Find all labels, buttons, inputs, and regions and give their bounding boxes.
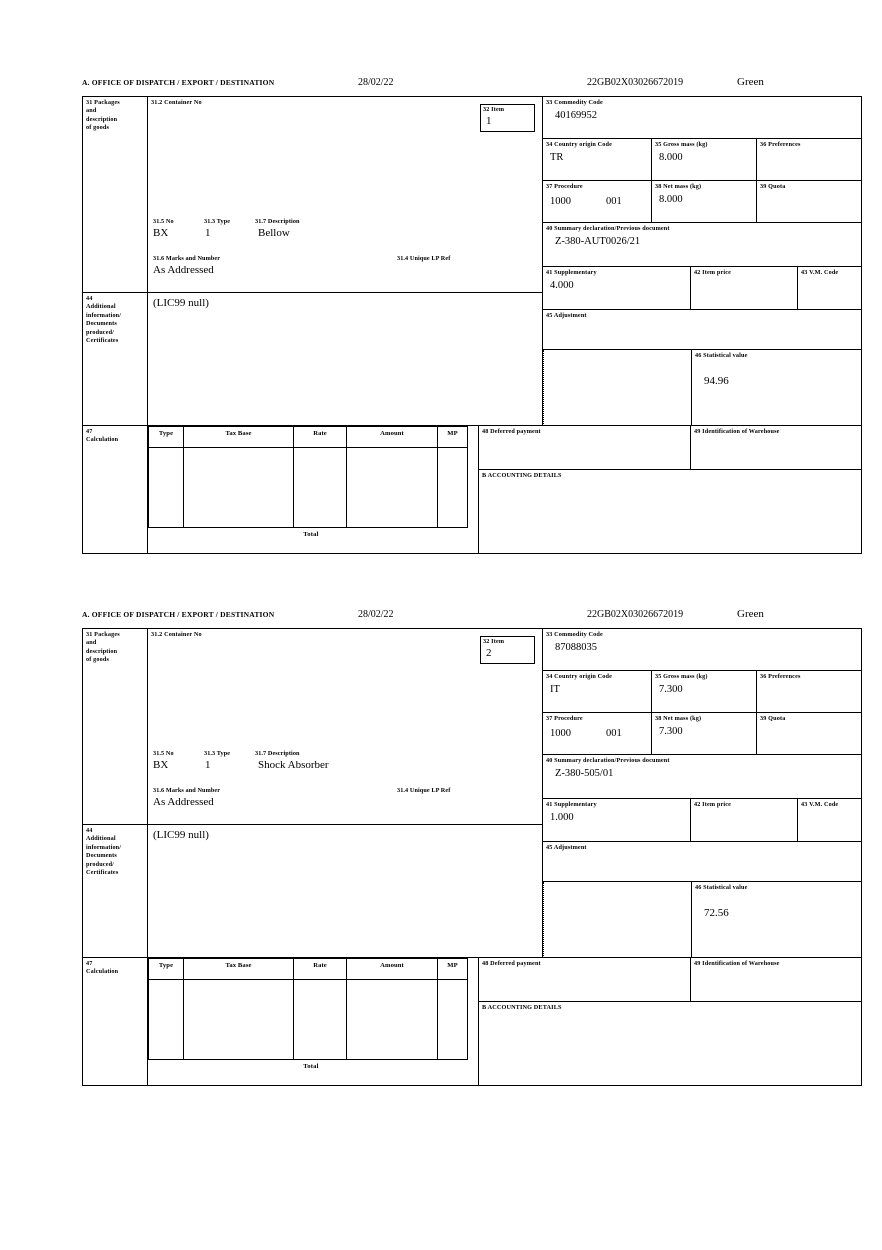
box-43-label: 43 V.M. Code [801, 269, 839, 276]
box-44-label-line-5-2: produced/ [86, 860, 115, 868]
box-47-col-type-header-2 [148, 958, 184, 980]
box-37-value-1: 1000 [550, 196, 571, 208]
box-47-cell-amount [347, 448, 438, 528]
header-copy-colour-2: Green [737, 608, 764, 620]
box-31-5-no-label-2: 31.5 No [153, 750, 174, 757]
box-44-label-line-4-2: Documents [86, 852, 117, 860]
box-35-value-2: 7.300 [659, 684, 683, 696]
box-43-label-2: 43 V.M. Code [801, 801, 839, 808]
box-45-adjustment-2 [543, 842, 861, 882]
box-37-procedure-2 [543, 713, 652, 755]
box-38-net-mass [652, 181, 757, 223]
box-44-value: (LIC99 null) [153, 297, 209, 309]
box-38-net-mass-2 [652, 713, 757, 755]
box-37-procedure [543, 181, 652, 223]
box-32-item-2 [480, 636, 535, 664]
box-38-value: 8.000 [659, 194, 683, 206]
box-47-label-line-1-2: 47 [86, 960, 93, 967]
box-47-cell-mp-2 [438, 980, 468, 1060]
box-47-col-mp-label-2: MP [447, 962, 458, 969]
box-32-item [480, 104, 535, 132]
form-header [82, 78, 862, 96]
box-31-label-line-3-2: description [86, 647, 118, 655]
box-47-total-row [184, 528, 438, 544]
box-35-gross-mass [652, 139, 757, 181]
box-47-col-taxbase-header-2 [184, 958, 294, 980]
box-b-label-2: B ACCOUNTING DETAILS [482, 1004, 562, 1011]
box-47-cell-rate [294, 448, 347, 528]
box-44-label-line-2: Additional [86, 303, 116, 311]
box-47-label-cell-2 [83, 958, 148, 1086]
box-31-4-unique-lp-ref-label: 31.4 Unique LP Ref [397, 255, 451, 262]
box-44-value-2: (LIC99 null) [153, 829, 209, 841]
box-35-label-2: 35 Gross mass (kg) [655, 673, 708, 680]
box-47-cell-type-2 [148, 980, 184, 1060]
box-48-deferred-payment [478, 426, 691, 470]
box-47-col-rate-header [294, 426, 347, 448]
box-31-label-line-3: description [86, 115, 118, 123]
box-34-value: TR [550, 152, 564, 164]
box-49-label: 49 Identification of Warehouse [694, 428, 780, 435]
box-37-value-2: 001 [606, 196, 622, 208]
box-47-col-rate-label: Rate [313, 430, 327, 437]
box-47-cell-amount-2 [347, 980, 438, 1060]
box-33-value-2: 87088035 [555, 642, 597, 654]
box-31-6-marks-value-2: As Addressed [153, 796, 214, 808]
box-47-col-mp-label: MP [447, 430, 458, 437]
box-48-deferred-payment-2 [478, 958, 691, 1002]
box-47-label-line-2-2: Calculation [86, 968, 119, 976]
box-48-label-2: 48 Deferred payment [482, 960, 541, 967]
box-35-gross-mass-2 [652, 671, 757, 713]
box-41-label-2: 41 Supplementary [546, 801, 597, 808]
form-grid-2 [82, 628, 862, 1086]
box-42-label-2: 42 Item price [694, 801, 731, 808]
box-31-5-no-label: 31.5 No [153, 218, 174, 225]
box-31-label-line-1: 31 Packages [86, 99, 120, 106]
box-49-identification-of-warehouse-2 [691, 958, 861, 1002]
box-47-col-taxbase-label-2: Tax Base [225, 962, 252, 969]
header-date: 28/02/22 [358, 77, 394, 88]
box-46-label-2: 46 Statistical value [695, 884, 748, 891]
box-b-label: B ACCOUNTING DETAILS [482, 472, 562, 479]
box-41-value: 4.000 [550, 280, 574, 292]
box-47-col-amount-label: Amount [380, 430, 404, 437]
office-of-dispatch-label: A. OFFICE OF DISPATCH / EXPORT / DESTINATION [82, 78, 275, 87]
box-31-7-description-value: Bellow [258, 227, 290, 239]
box-b-accounting-details [478, 470, 861, 554]
box-40-label-2: 40 Summary declaration/Previous document [546, 757, 670, 764]
box-31-3-type-value-2: 1 [205, 759, 211, 771]
box-47-col-type-label-2: Type [158, 962, 174, 969]
box-45-label: 45 Adjustment [546, 312, 587, 319]
box-44-content [148, 293, 543, 426]
box-47-cell-taxbase-2 [184, 980, 294, 1060]
box-31-3-type-value: 1 [205, 227, 211, 239]
box-46-label: 46 Statistical value [695, 352, 748, 359]
box-46-value: 94.96 [704, 375, 729, 388]
box-31-label-line-1-2: 31 Packages [86, 631, 120, 638]
box-47-cell-rate-2 [294, 980, 347, 1060]
box-44-label-line-2-2: Additional [86, 835, 116, 843]
box-31-label-line-2-2: and [86, 639, 97, 647]
box-47-col-amount-header [347, 426, 438, 448]
box-47-col-mp-header-2 [438, 958, 468, 980]
box-33-commodity-code [543, 97, 861, 139]
header-date-2: 28/02/22 [358, 609, 394, 620]
box-31-label-cell-2 [83, 629, 148, 825]
box-31-label-line-2: and [86, 107, 97, 115]
box-34-country-origin-code-2 [543, 671, 652, 713]
box-40-summary-declaration [543, 223, 861, 267]
box-46-statistical-value-2 [691, 882, 861, 958]
box-47-cell-taxbase [184, 448, 294, 528]
box-39-quota-2 [757, 713, 861, 755]
box-47-total-row-2 [184, 1060, 438, 1076]
box-49-label-2: 49 Identification of Warehouse [694, 960, 780, 967]
box-38-value-2: 7.300 [659, 726, 683, 738]
box-42-item-price [691, 267, 798, 310]
customs-declaration-form-2 [82, 610, 862, 1086]
box-32-value: 1 [486, 115, 492, 128]
box-39-label: 39 Quota [760, 183, 786, 190]
box-37-value-1-2: 1000 [550, 728, 571, 740]
box-36-preferences-2 [757, 671, 861, 713]
box-44-content-2 [148, 825, 543, 958]
box-46-blank-area-2 [543, 882, 691, 958]
box-46-statistical-value [691, 350, 861, 426]
box-40-value: Z-380-AUT0026/21 [555, 236, 641, 248]
box-45-label-2: 45 Adjustment [546, 844, 587, 851]
box-31-4-unique-lp-ref-label-2: 31.4 Unique LP Ref [397, 787, 451, 794]
box-35-value: 8.000 [659, 152, 683, 164]
box-31-7-description-label: 31.7 Description [255, 218, 300, 225]
box-42-item-price-2 [691, 799, 798, 842]
box-47-col-type-label: Type [158, 430, 174, 437]
box-31-5-no-value: BX [153, 227, 169, 239]
box-44-label-line-6-2: Certificates [86, 869, 119, 877]
box-37-label: 37 Procedure [546, 183, 583, 190]
box-47-col-rate-label-2: Rate [313, 962, 327, 969]
box-44-label-line-3: information/ [86, 311, 122, 319]
box-34-value-2: IT [550, 684, 560, 696]
box-40-summary-declaration-2 [543, 755, 861, 799]
box-b-accounting-details-2 [478, 1002, 861, 1086]
box-38-label-2: 38 Net mass (kg) [655, 715, 702, 722]
form-grid [82, 96, 862, 554]
box-44-label-line-4: Documents [86, 320, 117, 328]
box-31-5-no-value-2: BX [153, 759, 169, 771]
box-37-label-2: 37 Procedure [546, 715, 583, 722]
box-44-label-cell-2 [83, 825, 148, 958]
customs-declaration-form-1 [82, 78, 862, 554]
box-47-col-amount-label-2: Amount [380, 962, 404, 969]
box-31-label-cell [83, 97, 148, 293]
box-39-label-2: 39 Quota [760, 715, 786, 722]
box-32-label-2: 32 Item [483, 638, 505, 645]
box-35-label: 35 Gross mass (kg) [655, 141, 708, 148]
box-41-label: 41 Supplementary [546, 269, 597, 276]
box-31-6-marks-label: 31.6 Marks and Number [153, 255, 221, 262]
box-43-vm-code [798, 267, 861, 310]
box-31-7-description-label-2: 31.7 Description [255, 750, 300, 757]
box-41-supplementary [543, 267, 691, 310]
office-of-dispatch-label-2: A. OFFICE OF DISPATCH / EXPORT / DESTINATION [82, 610, 275, 619]
box-40-value-2: Z-380-505/01 [555, 768, 614, 780]
box-31-7-description-value-2: Shock Absorber [258, 759, 329, 771]
box-47-col-type-header [148, 426, 184, 448]
box-44-label-line-1-2: 44 [86, 827, 93, 834]
box-36-label-2: 36 Preferences [760, 673, 801, 680]
box-38-label: 38 Net mass (kg) [655, 183, 702, 190]
box-47-total-label-2: Total [303, 1063, 319, 1070]
box-31-2-container-no-label: 31.2 Container No [151, 99, 202, 106]
box-39-quota [757, 181, 861, 223]
box-34-label: 34 Country origin Code [546, 141, 613, 148]
form-header-2 [82, 610, 862, 628]
box-44-label-line-1: 44 [86, 295, 93, 302]
box-46-value-2: 72.56 [704, 907, 729, 920]
header-mrn-2: 22GB02X03026672019 [587, 609, 684, 620]
box-47-col-taxbase-header [184, 426, 294, 448]
box-44-label-line-5: produced/ [86, 328, 115, 336]
box-32-value-2: 2 [486, 647, 492, 660]
box-37-value-2-2: 001 [606, 728, 622, 740]
box-47-calculation-table-2 [148, 958, 478, 1086]
box-44-label-cell [83, 293, 148, 426]
box-49-identification-of-warehouse [691, 426, 861, 470]
box-33-label: 33 Commodity Code [546, 99, 603, 106]
box-33-commodity-code-2 [543, 629, 861, 671]
box-44-label-line-3-2: information/ [86, 843, 122, 851]
box-47-cell-type [148, 448, 184, 528]
box-47-col-rate-header-2 [294, 958, 347, 980]
box-31-label-line-4: of goods [86, 124, 110, 132]
box-47-cell-mp [438, 448, 468, 528]
box-41-value-2: 1.000 [550, 812, 574, 824]
box-46-blank-area [543, 350, 691, 426]
box-36-preferences [757, 139, 861, 181]
box-48-label: 48 Deferred payment [482, 428, 541, 435]
box-31-3-type-label: 31.3 Type [204, 218, 231, 225]
box-31-6-marks-value: As Addressed [153, 264, 214, 276]
box-34-country-origin-code [543, 139, 652, 181]
header-mrn: 22GB02X03026672019 [587, 77, 684, 88]
box-40-label: 40 Summary declaration/Previous document [546, 225, 670, 232]
box-34-label-2: 34 Country origin Code [546, 673, 613, 680]
header-copy-colour: Green [737, 76, 764, 88]
box-42-label: 42 Item price [694, 269, 731, 276]
box-44-label-line-6: Certificates [86, 337, 119, 345]
box-31-3-type-label-2: 31.3 Type [204, 750, 231, 757]
box-31-6-marks-label-2: 31.6 Marks and Number [153, 787, 221, 794]
box-33-value: 40169952 [555, 110, 597, 122]
box-47-total-label: Total [303, 531, 319, 538]
box-36-label: 36 Preferences [760, 141, 801, 148]
box-47-col-amount-header-2 [347, 958, 438, 980]
box-41-supplementary-2 [543, 799, 691, 842]
box-47-label-line-2: Calculation [86, 436, 119, 444]
box-31-label-line-4-2: of goods [86, 656, 110, 664]
box-47-col-taxbase-label: Tax Base [225, 430, 252, 437]
box-43-vm-code-2 [798, 799, 861, 842]
box-47-label-line-1: 47 [86, 428, 93, 435]
box-47-calculation-table [148, 426, 478, 554]
box-45-adjustment [543, 310, 861, 350]
box-33-label-2: 33 Commodity Code [546, 631, 603, 638]
box-47-label-cell [83, 426, 148, 554]
box-47-col-mp-header [438, 426, 468, 448]
box-32-label: 32 Item [483, 106, 505, 113]
box-31-2-container-no-label-2: 31.2 Container No [151, 631, 202, 638]
